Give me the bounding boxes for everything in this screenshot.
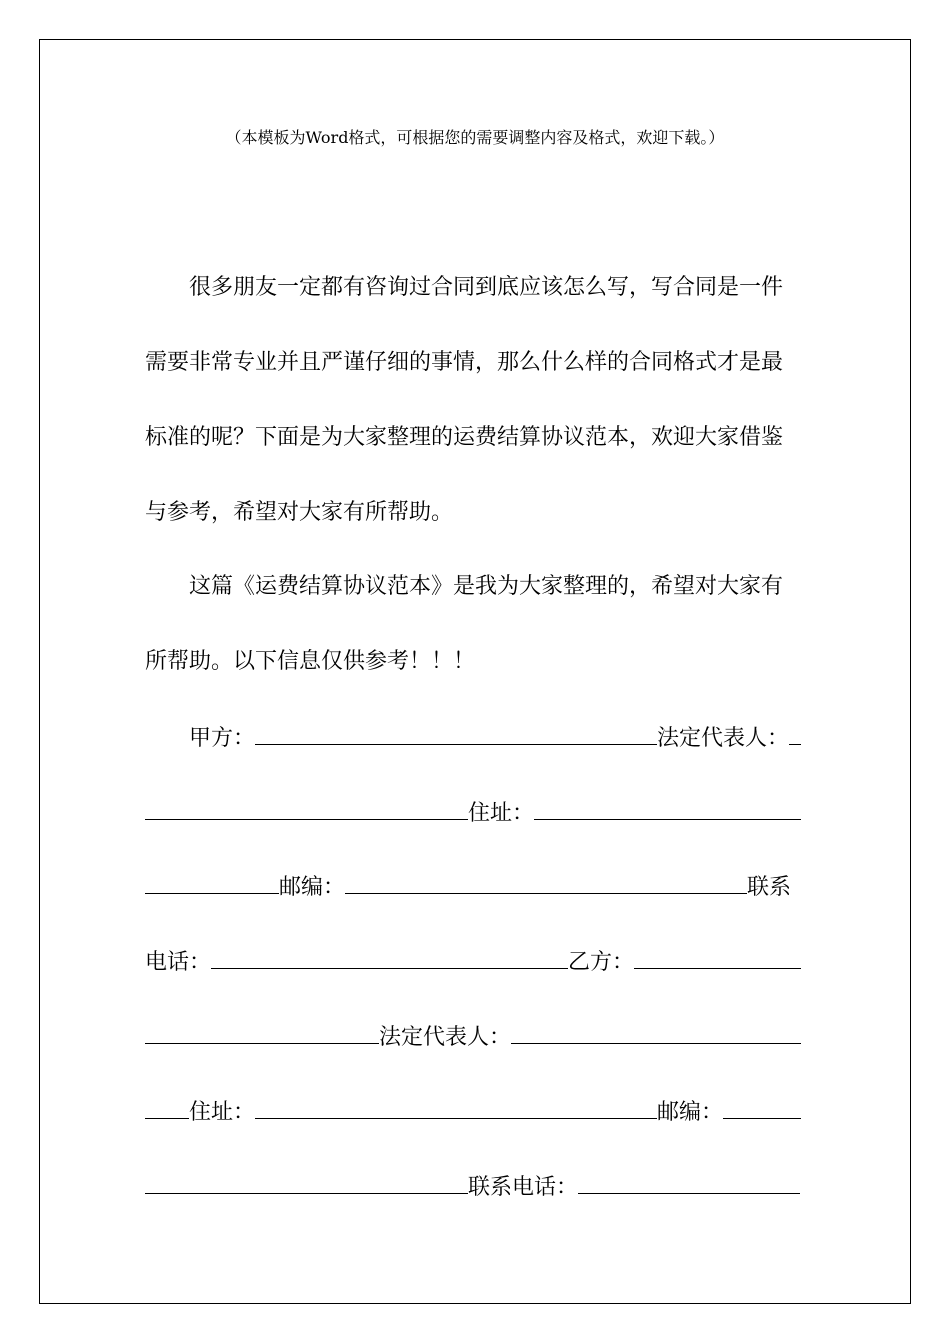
legal-rep-a-blank[interactable] [145, 792, 468, 820]
form-line-1 [189, 717, 801, 757]
contact-a-label-part2: 电话： [145, 950, 212, 975]
address-a-blank-end[interactable] [145, 866, 279, 894]
form-line-3 [145, 866, 791, 906]
form-line-4 [145, 941, 801, 981]
address-b-blank[interactable] [255, 1091, 657, 1119]
second-line-2: 所帮助。以下信息仅供参考！！！ [145, 649, 476, 674]
intro-line-3: 标准的呢？下面是为大家整理的运费结算协议范本，欢迎大家借鉴 [145, 425, 784, 450]
form-line-2 [145, 792, 801, 832]
intro-line-2: 需要非常专业并且严谨仔细的事情，那么什么样的合同格式才是最 [145, 350, 784, 375]
postcode-b-blank[interactable] [723, 1091, 801, 1119]
legal-rep-a-label: 法定代表人： [657, 726, 790, 751]
form-line-5 [145, 1016, 801, 1056]
party-b-blank[interactable] [634, 941, 801, 969]
intro-line-1: 很多朋友一定都有咨询过合同到底应该怎么写，写合同是一件 [189, 275, 784, 300]
legal-rep-b-label: 法定代表人： [379, 1025, 512, 1050]
address-a-blank[interactable] [534, 792, 801, 820]
contact-b-label: 联系电话： [468, 1175, 579, 1200]
party-b-blank-end[interactable] [145, 1016, 379, 1044]
template-notice: （本模板为Word格式，可根据您的需要调整内容及格式，欢迎下载。） [225, 128, 725, 147]
contact-b-blank[interactable] [578, 1166, 800, 1194]
postcode-a-label: 邮编： [279, 875, 346, 900]
form-line-7 [145, 1166, 800, 1206]
intro-line-4: 与参考，希望对大家有所帮助。 [145, 500, 454, 525]
legal-rep-b-blank[interactable] [511, 1016, 801, 1044]
party-a-blank[interactable] [255, 717, 657, 745]
address-a-label: 住址： [468, 801, 535, 826]
legal-rep-b-blank-end[interactable] [145, 1091, 189, 1119]
address-b-label: 住址： [189, 1100, 256, 1125]
second-line-1: 这篇《运费结算协议范本》是我为大家整理的，希望对大家有 [189, 574, 784, 599]
postcode-b-blank-end[interactable] [145, 1166, 468, 1194]
postcode-b-label: 邮编： [657, 1100, 724, 1125]
contact-a-label-part1: 联系 [747, 875, 792, 900]
legal-rep-a-blank-start[interactable] [789, 717, 801, 745]
party-b-label: 乙方： [568, 950, 635, 975]
contact-a-blank[interactable] [211, 941, 568, 969]
form-line-6 [145, 1091, 801, 1131]
postcode-a-blank[interactable] [345, 866, 747, 894]
party-a-label: 甲方： [189, 726, 256, 751]
